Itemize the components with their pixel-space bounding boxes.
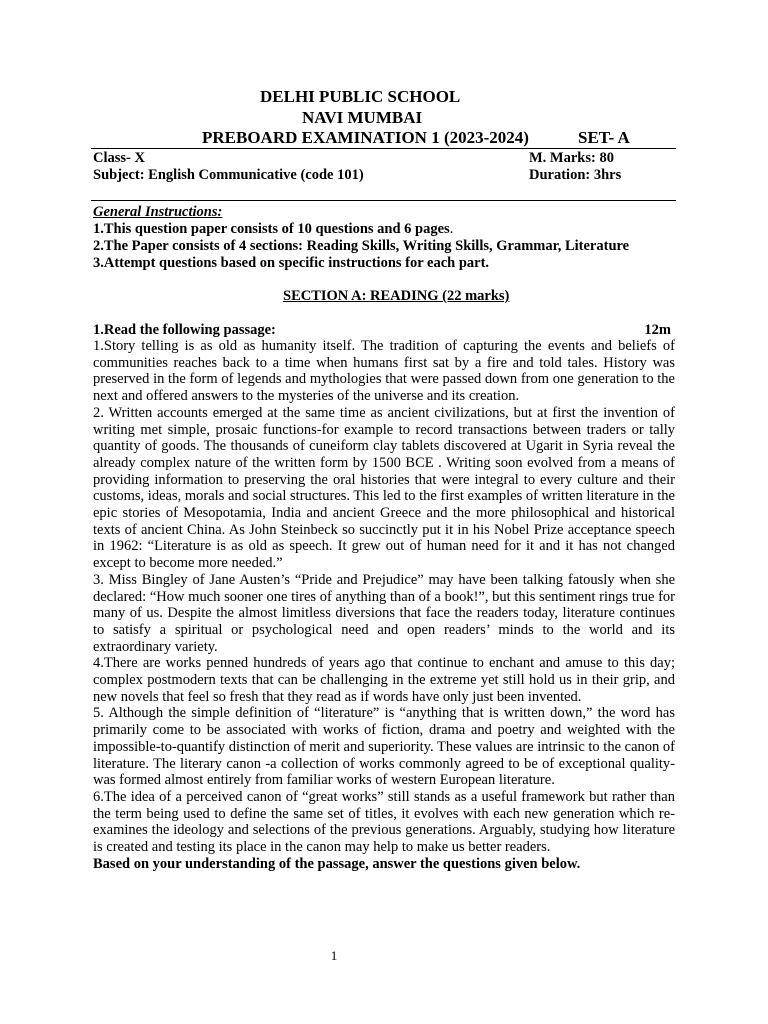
header-divider-top xyxy=(91,148,676,149)
exam-set: SET- A xyxy=(578,128,630,147)
question-1-header xyxy=(93,322,675,339)
instruction-text: 3.Attempt questions based on specific instructions for each part. xyxy=(93,255,490,271)
class-label: Class- X xyxy=(93,150,145,166)
passage-paragraph: 6.The idea of a perceived canon of “great works” still stands as a useful framework but rather than the term being used to define the same set of titles, it evolves with each new generation which re- examines the ideology and selections of the previous generations. Arguably, studying how literature is created and testing its place in the canon may help to make us better readers. xyxy=(93,788,675,856)
instruction-item xyxy=(93,255,683,272)
page-number: 1 xyxy=(330,948,338,963)
closing-instruction: Based on your understanding of the passage, answer the questions given below. xyxy=(93,855,581,872)
instruction-item xyxy=(93,221,683,238)
passage-paragraph: 2. Written accounts emerged at the same time as ancient civilizations, but at first the invention of writing met simple, prosaic functions-for example to record transactions between traders or tally quantity of goods. The thousands of cuneiform clay tablets discovered at Ugarit in Syria reveal the already complex nature of the written form by 1500 BCE . Writing soon evolved from a means of providing information to preserving the oral histories that were integral to every culture and their customs, ideas, morals and social structures. This led to the first examples of written literature in the epic stories of Mesopotamia, India and ancient Greece and the more philosophical and historical texts of ancient China. As John Steinbeck so succinctly put it in his Nobel Prize acceptance speech in 1962: “Literature is as old as speech. It grew out of human need for it and it has not changed except to become more needed.” xyxy=(93,404,675,572)
instructions-heading: General Instructions: xyxy=(93,204,223,220)
passage-paragraph: 3. Miss Bingley of Jane Austen’s “Pride and Prejudice” may have been talking fatously when she declared: “How much sooner one tires of anything than of a book!”, but this sentiment rings true for many of us. Despite the almost limitless diversions that face the readers today, literature continues to satisfy a spiritual or psychological need and open readers’ minds to the world and its extraordinary variety. xyxy=(93,571,675,655)
instruction-tail: . xyxy=(449,221,454,237)
question-1-marks: 12m xyxy=(644,322,671,338)
passage-paragraph: 5. Although the simple definition of “literature” is “anything that is written down,” the word has primarily come to be associated with works of fiction, drama and poetry and weighted with the impossible-to-quantify distinction of merit and superiority. These values are intrinsic to the canon of literature. The literary canon -a collection of works commonly agreed to be of exceptional quality- was formed almost entirely from familiar works of western European literature. xyxy=(93,705,675,789)
passage-paragraph: 1.Story telling is as old as humanity itself. The tradition of capturing the events and beliefs of communities reaches back to a time when humans first sat by a fire and told tales. History was preserved in the form of legends and mythologies that were passed down from one generation to the next and offered answers to the mysteries of the universe and its creation. xyxy=(93,338,675,405)
instruction-text: 2.The Paper consists of 4 sections: Reading Skills, Writing Skills, Grammar, Literature xyxy=(93,238,630,254)
header-divider-bottom xyxy=(91,200,676,201)
section-a-heading: SECTION A: READING (22 marks) xyxy=(283,288,510,304)
instruction-item xyxy=(93,238,683,255)
duration-label: Duration: 3hrs xyxy=(529,167,622,183)
max-marks-label: M. Marks: 80 xyxy=(529,150,614,166)
exam-title: PREBOARD EXAMINATION 1 (2023-2024) xyxy=(202,128,529,147)
school-name: DELHI PUBLIC SCHOOL xyxy=(260,87,461,106)
general-instructions xyxy=(93,204,683,272)
reading-passage xyxy=(93,338,675,873)
passage-paragraph: 4.There are works penned hundreds of years ago that continue to enchant and amuse to this day; complex postmodern texts that can be challenging in the extreme yet still hold us in their grip, and new novels that feel so fresh that they read as if words have only just been invented. xyxy=(93,655,675,705)
instruction-text: 1.This question paper consists of 10 questions and 6 pages xyxy=(93,221,450,237)
question-1-label: 1.Read the following passage: xyxy=(93,322,276,338)
subject-label: Subject: English Communicative (code 101) xyxy=(93,167,364,183)
school-city: NAVI MUMBAI xyxy=(302,108,423,127)
